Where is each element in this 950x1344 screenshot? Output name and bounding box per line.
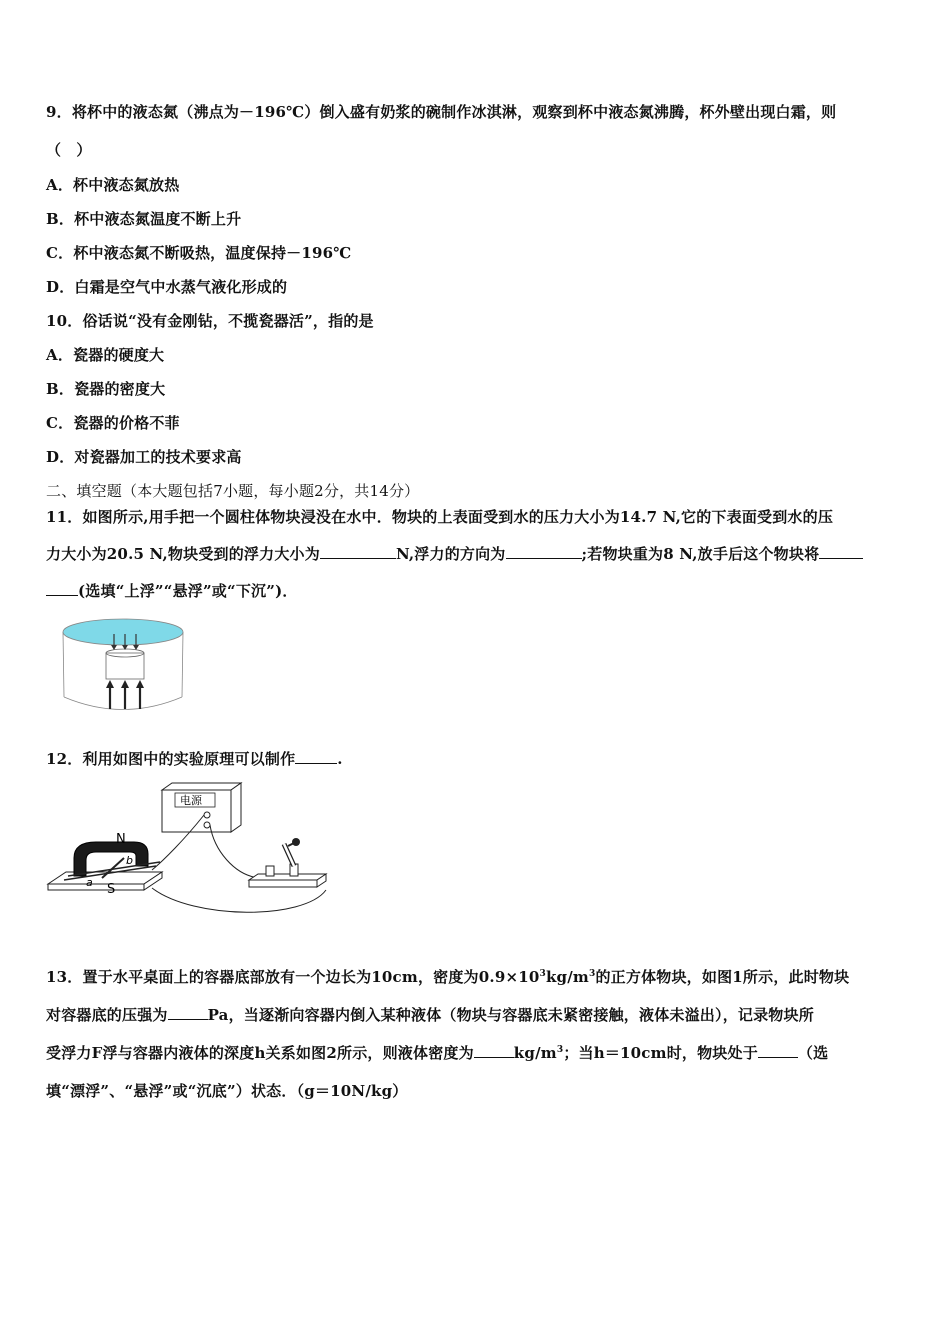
q11-blank-buoyancy[interactable] [320, 544, 396, 559]
q13-line1 [46, 966, 849, 987]
q13-line1-b: kg/m [545, 968, 590, 986]
q9-option-d: D．白霜是空气中水蒸气液化形成的 [46, 278, 288, 296]
magnet-south-label: S [107, 882, 116, 897]
q10-option-d: D．对瓷器加工的技术要求高 [46, 448, 242, 466]
container-left-wall [63, 632, 64, 697]
switch-base-top [249, 874, 326, 880]
q10-option-a: A．瓷器的硬度大 [46, 346, 165, 364]
section2-title: 二、填空题（本大题包括7小题，每小题2分，共14分） [46, 482, 420, 500]
q12-stem [46, 748, 343, 769]
q13-line1-a: 13．置于水平桌面上的容器底部放有一个边长为10cm，密度为0.9×10 [46, 968, 540, 986]
q13-line1-sup2: 3 [589, 969, 596, 979]
water-surface [63, 619, 183, 645]
rod-label-a: a [86, 876, 93, 889]
q9-paren: （ ） [46, 141, 92, 159]
q13-blank-state[interactable] [758, 1043, 798, 1058]
q11-line2 [46, 543, 863, 564]
q13-blank-density[interactable] [474, 1043, 514, 1058]
q13-line1-c: 的正方体物块，如图1所示，此时物块 [595, 968, 850, 986]
q11-blank-motion[interactable] [819, 544, 863, 559]
q13-line3 [46, 1042, 828, 1063]
switch-post-1 [266, 866, 274, 876]
q12-blank[interactable] [295, 749, 337, 764]
q13-blank-pressure[interactable] [168, 1005, 208, 1020]
q13-line4: 填“漂浮”、“悬浮”或“沉底”）状态．（g＝10N/kg） [46, 1082, 408, 1100]
q13-line3-sup: 3 [556, 1045, 564, 1055]
arrowhead-up-2 [121, 680, 129, 688]
q11-blank-direction[interactable] [506, 544, 582, 559]
q12-figure [44, 780, 344, 920]
wire-rail-to-switch [152, 888, 326, 912]
q12-end: . [337, 750, 343, 768]
arrowhead-up-3 [136, 680, 144, 688]
q13-line3-a: 受浮力F浮与容器内液体的深度h关系如图2所示，则液体密度为 [46, 1044, 474, 1062]
q13-line3-d: （选 [797, 1044, 829, 1062]
rod-label-b: b [126, 854, 133, 867]
q11-figure [60, 612, 190, 712]
magnet-north-label: N [116, 832, 126, 847]
wire-power-to-switch [210, 825, 259, 878]
q11-line1: 11．如图所示,用手把一个圆柱体物块浸没在水中．物块的上表面受到水的压力大小为14.7 N,它的下表面受到水的压 [46, 508, 834, 526]
q11-line2-a: 力大小为20.5 N,物块受到的浮力大小为 [46, 545, 320, 563]
arrowhead-up-1 [106, 680, 114, 688]
base-board-front [48, 884, 144, 890]
q9-option-c: C．杯中液态氮不断吸热，温度保持－196℃ [46, 244, 352, 262]
q10-option-c: C．瓷器的价格不菲 [46, 414, 180, 432]
q11-line2-c: ;若物块重为8 N,放手后这个物块将 [581, 545, 820, 563]
q11-line2-b: N,浮力的方向为 [395, 545, 506, 563]
q9-stem: 9．将杯中的液态氮（沸点为－196℃）倒入盛有奶浆的碗制作冰淇淋，观察到杯中液态氮沸腾，杯外壁出现白霜，则 [46, 103, 837, 121]
power-box-side [231, 783, 241, 832]
q9-option-b: B．杯中液态氮温度不断上升 [46, 210, 242, 228]
q13-line2-a: 对容器底的压强为 [46, 1006, 168, 1024]
switch-base-front [249, 880, 317, 887]
power-box-top [162, 783, 241, 790]
container-bottom [64, 697, 182, 710]
q11-line3-text: (选填“上浮”“悬浮”或“下沉”)． [78, 582, 298, 600]
q11-blank-motion-cont [46, 581, 78, 596]
q9-option-a: A．杯中液态氮放热 [46, 176, 180, 194]
switch-blade-inner [284, 844, 294, 866]
q13-line1-sup: 3 [539, 969, 546, 979]
q12-stem-text: 12．利用如图中的实验原理可以制作 [46, 750, 296, 768]
q10-stem: 10．俗话说“没有金刚钻，不揽瓷器活”，指的是 [46, 312, 374, 330]
q13-line2-b: Pa，当逐渐向容器内倒入某种液体（物块与容器底未紧密接触，液体未溢出），记录物块所 [207, 1006, 814, 1024]
q13-line2 [46, 1004, 814, 1025]
power-terminal-1 [204, 812, 210, 818]
q13-line3-c: ；当h＝10cm时，物块处于 [563, 1044, 758, 1062]
q10-option-b: B．瓷器的密度大 [46, 380, 166, 398]
q13-line3-b: kg/m [513, 1044, 557, 1062]
q11-line3 [46, 580, 298, 601]
power-label: 电源 [180, 794, 202, 807]
container-right-wall [182, 632, 183, 697]
power-terminal-2 [204, 822, 210, 828]
